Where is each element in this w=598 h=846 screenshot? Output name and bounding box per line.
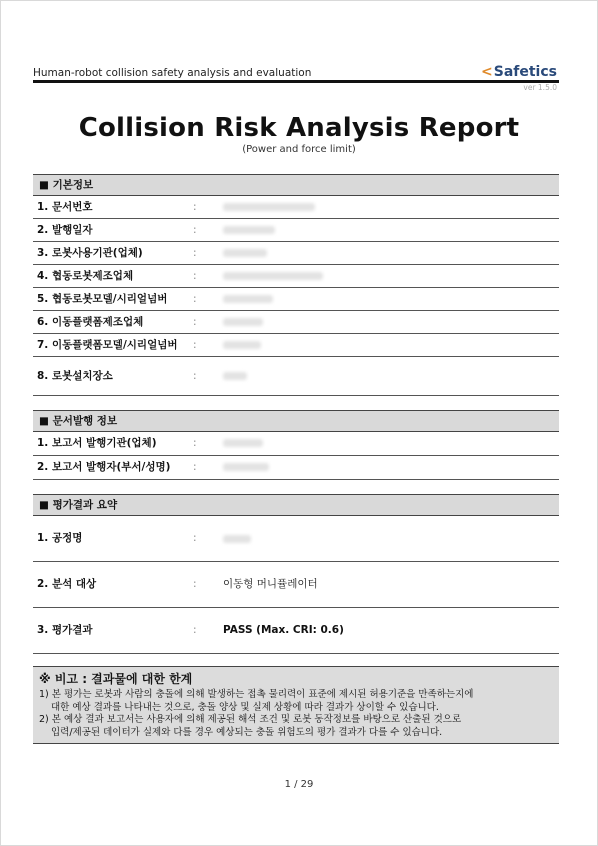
colon-separator: : — [193, 339, 197, 351]
field-label: 8. 로봇설치장소 — [37, 370, 113, 382]
table-row — [33, 432, 559, 456]
logo-mark-icon: < — [481, 64, 493, 80]
redacted-value — [223, 334, 261, 357]
redacted-value — [223, 219, 275, 242]
field-label: 1. 문서번호 — [37, 201, 93, 213]
table-row — [33, 242, 559, 265]
company-logo — [481, 64, 557, 80]
colon-separator: : — [193, 437, 197, 449]
table-row — [33, 357, 559, 396]
redacted-value — [223, 365, 247, 388]
table-row — [33, 516, 559, 562]
report-title: Collision Risk Analysis Report — [78, 113, 520, 143]
field-label: 3. 평가결과 — [37, 624, 93, 636]
table-row — [33, 219, 559, 242]
field-label: 1. 보고서 발행기관(업체) — [37, 437, 157, 449]
redacted-value — [223, 265, 323, 288]
analysis-target-value: 이동형 머니퓰레이터 — [223, 578, 318, 590]
colon-separator: : — [193, 293, 197, 305]
document-subject: Human-robot collision safety analysis and evaluation — [33, 67, 312, 79]
note-line: 1) 본 평가는 로봇과 사람의 충돌에 의해 발생하는 접촉 물리력이 표준에 제시된 허용기준을 만족하는지에 — [39, 689, 474, 700]
note-line: 대한 예상 결과를 나타내는 것으로, 충돌 양상 및 실제 상황에 따라 결과가 상이할 수 있습니다. — [51, 701, 439, 713]
evaluation-result-value: PASS (Max. CRI: 0.6) — [223, 624, 344, 636]
colon-separator: : — [193, 224, 197, 236]
colon-separator: : — [193, 270, 197, 282]
redacted-value — [223, 288, 273, 311]
note-line: 입력/제공된 데이터가 실제와 다를 경우 예상되는 충돌 위험도의 평가 결과가 다를 수 있습니다. — [51, 726, 443, 738]
logo-text: Safetics — [493, 64, 557, 80]
field-label: 4. 협동로봇제조업체 — [37, 270, 134, 282]
table-row — [33, 265, 559, 288]
page-number: 1 / 29 — [284, 779, 314, 790]
note-title: ※ 비고 : 결과물에 대한 한계 — [39, 672, 193, 686]
table-row — [33, 311, 559, 334]
colon-separator: : — [193, 370, 197, 382]
colon-separator: : — [193, 316, 197, 328]
redacted-value — [223, 432, 263, 456]
field-label: 2. 분석 대상 — [37, 578, 97, 590]
redacted-value — [223, 196, 315, 219]
table-row — [33, 608, 559, 654]
field-label: 7. 이동플랫폼모델/시리얼넘버 — [37, 339, 178, 351]
colon-separator: : — [193, 624, 197, 636]
table-row — [33, 456, 559, 480]
section-heading: ■ 기본정보 — [33, 174, 559, 196]
table-row — [33, 562, 559, 608]
version-label: ver 1.5.0 — [523, 83, 557, 92]
colon-separator: : — [193, 578, 197, 590]
colon-separator: : — [193, 247, 197, 259]
note-line: 2) 본 예상 결과 보고서는 사용자에 의해 제공된 해석 조건 및 로봇 동작정보를 바탕으로 산출된 것으로 — [39, 714, 462, 725]
issue-info-section — [33, 410, 559, 480]
field-label: 2. 보고서 발행자(부서/성명) — [37, 461, 171, 473]
colon-separator: : — [193, 201, 197, 213]
field-label: 6. 이동플랫폼제조업체 — [37, 316, 144, 328]
redacted-value — [223, 242, 267, 265]
basic-info-section — [33, 174, 559, 396]
redacted-value — [223, 311, 263, 334]
header-divider — [33, 80, 559, 83]
limitations-note — [33, 666, 559, 744]
redacted-value — [223, 456, 269, 480]
section-heading: ■ 평가결과 요약 — [33, 494, 559, 516]
field-label: 1. 공정명 — [37, 532, 83, 544]
result-summary-section — [33, 494, 559, 654]
field-label: 5. 협동로봇모델/시리얼넘버 — [37, 293, 168, 305]
colon-separator: : — [193, 461, 197, 473]
table-row — [33, 334, 559, 357]
table-row — [33, 196, 559, 219]
field-label: 3. 로봇사용기관(업체) — [37, 247, 143, 259]
field-label: 2. 발행일자 — [37, 224, 93, 236]
colon-separator: : — [193, 532, 197, 544]
redacted-value — [223, 528, 251, 551]
report-subtitle: (Power and force limit) — [242, 144, 356, 155]
table-row — [33, 288, 559, 311]
section-heading: ■ 문서발행 정보 — [33, 410, 559, 432]
